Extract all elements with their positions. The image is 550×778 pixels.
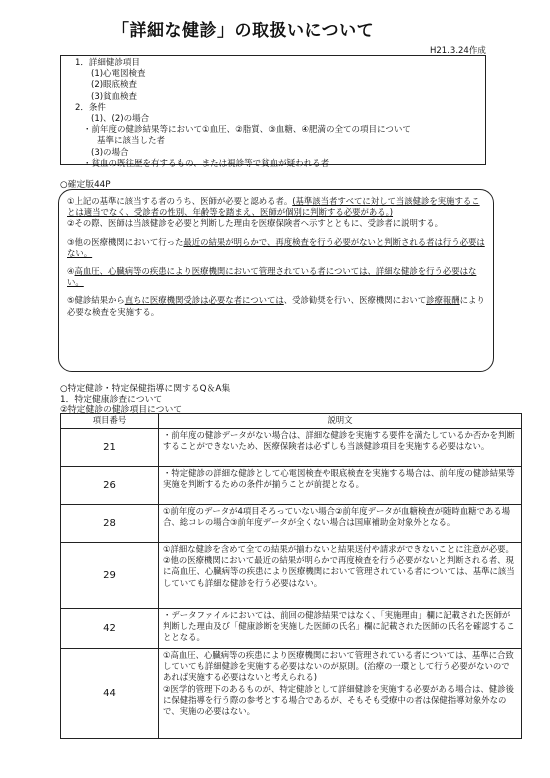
qa-table (60, 413, 522, 739)
criteria-box (60, 55, 486, 169)
header-item-number: 項目番号 (61, 414, 159, 429)
table-header-row (61, 414, 522, 429)
explanation: ①高血圧、心臓病等の疾患により医療機関において管理されている者については、基準に合致していても詳細健診を実施する必要はないのが原則。(治療の一環として行う必要がないのであれば実施する必要はないと考えられる) ②医学的管理下のあるものが、特定健診として詳細健診を実施する必要がある場合は、健診後に保健指導を行う際の参考とする場合であるが、そもそも受療中の者は保健指導対象外なので、実施の必要はない。 (159, 649, 522, 739)
created-date: H21.3.24作成 (430, 46, 486, 56)
condition-1-text-2: 基準に該当した者 (97, 136, 166, 147)
item-number: 26 (61, 467, 159, 505)
item-number: 28 (61, 505, 159, 543)
note-1: ①上記の基準に該当する者のうち、医師が必要と認める者。(基準該当者すべてに対して当該健診を実施することは適当でなく、受診者の性別、年齢等を踏まえ、医師が個別に判断する必要がある。) (67, 196, 480, 218)
explanation: ・特定健診の詳細な健診として心電図検査や眼底検査を実施する場合は、前年度の健診結果等実施を判断するための条件が揃うことが前提となる。 (159, 467, 522, 505)
condition-2-text: ・貧血の既往歴を有するもの、または視診等で貧血が疑われる者 (83, 158, 330, 169)
note-3: ③他の医療機関において行った最近の結果が明らかで、再度検査を行う必要がないと判断される者は行う必要はない。 (67, 236, 485, 258)
condition-1-text: ・前年度の健診結果等において①血圧、②脂質、③血糖、④肥満の全ての項目について (83, 125, 411, 136)
qa-heading: ○特定健診・特定保健指導に関するQ＆A集 (60, 384, 231, 394)
explanation: ・前年度の健診データがない場合は、詳細な健診を実施する要件を満たしているか否かを判断することができないため、医療保険者は必ずしも当該健診項目を実施する必要はない。 (159, 429, 522, 467)
table-row (61, 543, 522, 609)
condition-2-label: (3)の場合 (91, 147, 129, 158)
table-row (61, 429, 522, 467)
explanation: ・データファイルにおいては、前回の健診結果ではなく、「実施理由」欄に記載された医師が判断した理由及び「健康診断を実施した医師の氏名」欄に記載された医師の氏名を確認することとなる。 (159, 609, 522, 649)
table-row (61, 609, 522, 649)
qa-subheading-2: ②特定健診の健診項目について (60, 405, 183, 415)
note-5: ⑤健診結果から直ちに医療機関受診は必要な者については、受診勧奨を行い、医療機関において診療報酬により必要な検査を実施する。 (67, 295, 485, 317)
table-row (61, 467, 522, 505)
item-fundus: (2)眼底検査 (91, 80, 138, 91)
table-row (61, 649, 522, 739)
item-number: 44 (61, 649, 159, 739)
explanation: ①詳細な健診を含めて全ての結果が揃わないと結果送付や請求ができないことに注意が必要。 ②他の医療機関において最近の結果が明らかで再度検査を行う必要がないと判断される者、現に高血圧、心臓病等の疾患により医療機関において管理されている者については、基準に該当していても詳細な健診を行う必要はない。 (159, 543, 522, 609)
qa-subheading: 1．特定健康診査について (60, 395, 163, 405)
section-heading-44p: ○確定版44P (60, 180, 111, 190)
item-number: 29 (61, 543, 159, 609)
page-title: 「詳細な健診」の取扱いについて (112, 21, 375, 41)
item-ecg: (1)心電図検査 (91, 69, 146, 80)
explanation: ①前年度のデータが4項目そろっていない場合②前年度データが血糖検査が随時血糖である場合、総コレの場合③前年度データが全くない場合は国庫補助金対象外となる。 (159, 505, 522, 543)
heading-items: 1．詳細健診項目 (75, 58, 140, 68)
table-row (61, 505, 522, 543)
notes-box (58, 189, 494, 372)
note-2: ②その際、医師は当該健診を必要と判断した理由を医療保険者へ示すとともに、受診者に説明する。 (67, 218, 444, 229)
header-explanation: 説明文 (159, 414, 522, 429)
item-number: 42 (61, 609, 159, 649)
heading-conditions: 2．条件 (75, 102, 106, 113)
item-anemia: (3)貧血検査 (91, 91, 138, 102)
note-4: ④高血圧、心臓病等の疾患により医療機関において管理されている者については、詳細な健診を行う必要はない。 (67, 266, 477, 288)
item-number: 21 (61, 429, 159, 467)
condition-1-label: (1)、(2)の場合 (91, 114, 150, 125)
